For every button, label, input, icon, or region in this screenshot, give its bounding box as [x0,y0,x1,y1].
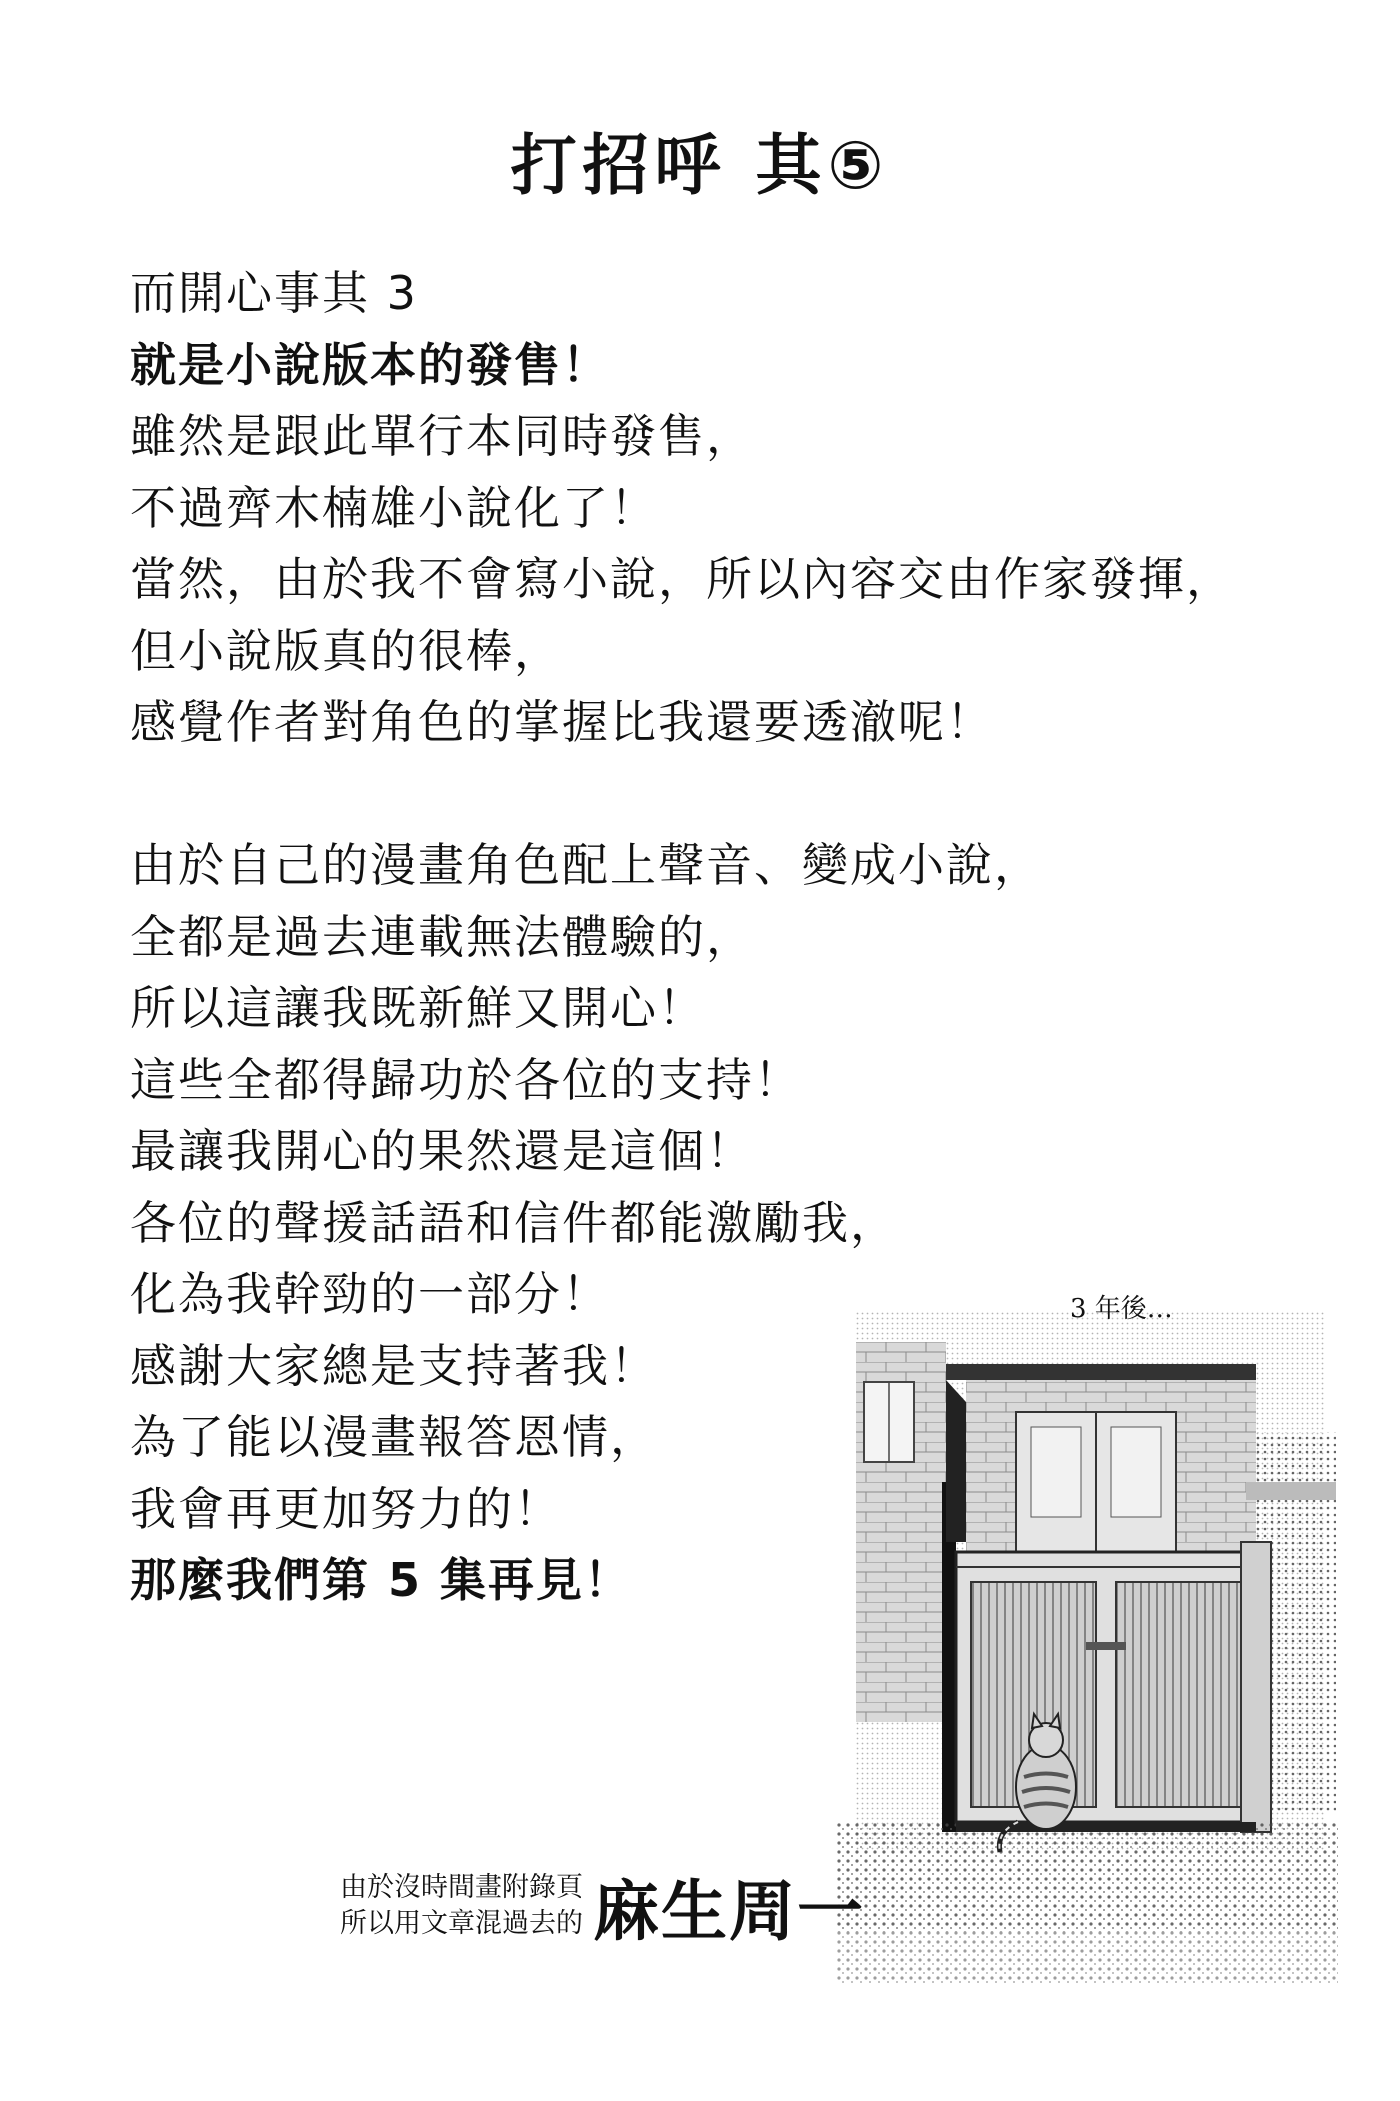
text-line: 但小說版真的很棒， [130,623,562,678]
text-line: 感覺作者對角色的掌握比我還要透澈呢！ [130,695,994,749]
text-line: 最讓我開心的果然還是這個！ [130,1124,754,1178]
text-line: 感謝大家總是支持著我！ [130,1338,658,1393]
author-name: 麻生周一 [593,1873,865,1950]
text-line: 所以這讓我既新鮮又開心！ [130,981,706,1035]
page-title: 打招呼 其⑤ [510,127,890,204]
text-line: 而開心事其 3 [130,266,418,320]
text-line: 化為我幹勁的一部分！ [130,1267,610,1321]
text-line: 當然，由於我不會寫小說，所以內容交由作家發揮， [130,552,1234,606]
text-line: 不過齊木楠雄小說化了！ [130,480,658,535]
paragraph-gap [130,759,1270,831]
text-line: 為了能以漫畫報答恩情， [130,1410,658,1464]
signature-note [340,1870,583,1942]
signature-block [340,1858,865,1953]
signature-note-line: 所以用文章混過去的 [340,1907,583,1939]
text-line: 就是小說版本的發售！ [130,337,610,392]
text-line: 全都是過去連載無法體驗的， [130,909,754,964]
text-line: 雖然是跟此單行本同時發售， [130,409,754,463]
text-line: 我會再更加努力的！ [130,1481,562,1536]
text-line: 由於自己的漫畫角色配上聲音、變成小說， [130,838,1042,892]
signature-note-line: 由於沒時間畫附錄頁 [340,1871,583,1903]
street-gate-cat-illustration [836,1282,1338,1984]
text-line: 這些全都得歸功於各位的支持！ [130,1052,802,1107]
illustration-caption: 3 年後… [1070,1294,1173,1324]
text-line: 那麼我們第 5 集再見！ [130,1553,633,1607]
text-line: 各位的聲援話語和信件都能激勵我， [130,1195,898,1250]
